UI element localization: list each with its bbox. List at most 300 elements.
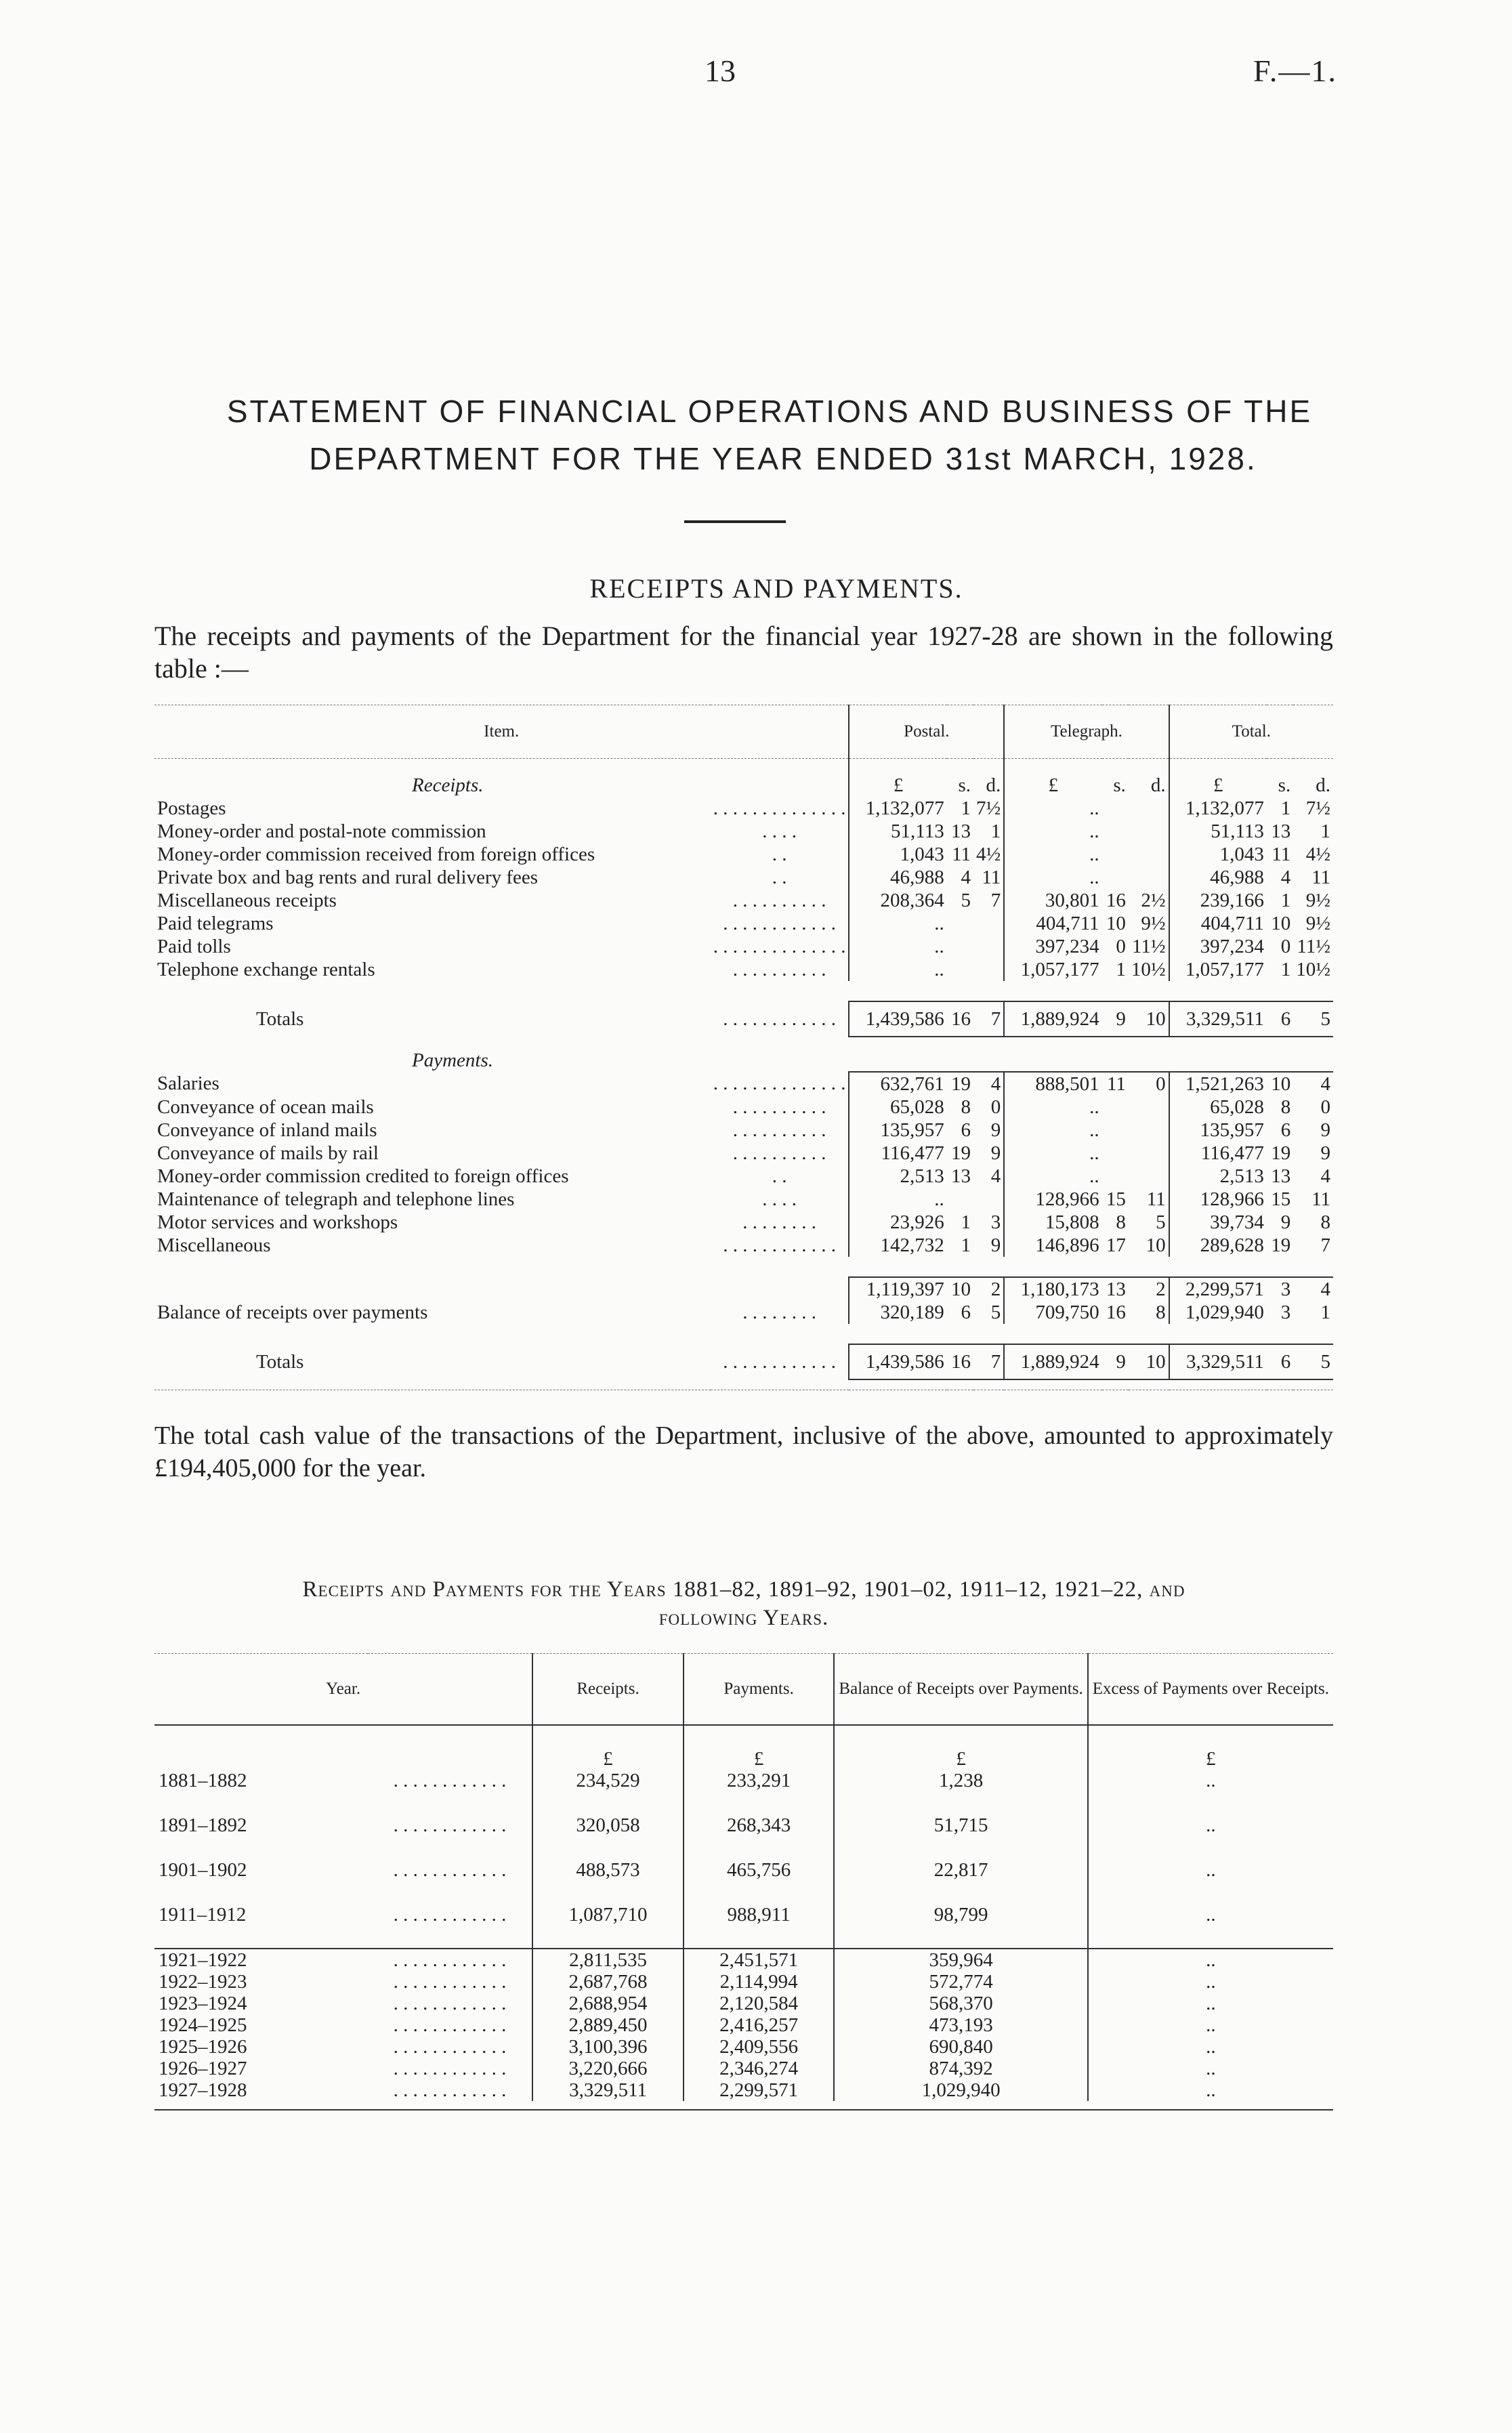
postal-shillings <box>947 912 973 935</box>
balance-value: 98,799 <box>834 1904 1087 1949</box>
excess-value: .. <box>1088 2058 1333 2079</box>
header-payments: Payments. <box>684 1654 835 1726</box>
receipts-value: 2,889,450 <box>532 2014 684 2036</box>
table2-title <box>154 1575 1333 1632</box>
year-row <box>154 1971 1333 1993</box>
telegraph-pounds: .. <box>1004 797 1101 820</box>
payment-row <box>154 1234 1333 1257</box>
total-unit-pound: £ <box>1169 759 1267 797</box>
postal-pounds: 1,439,586 <box>849 1001 946 1037</box>
total-shillings: 6 <box>1280 1119 1291 1141</box>
telegraph-shillings: 9 <box>1102 1344 1129 1379</box>
header-telegraph: Telegraph. <box>1004 705 1169 759</box>
payments-value: 2,451,571 <box>684 1949 835 1971</box>
receipt-row-label <box>154 797 711 820</box>
payment-row-label <box>154 1096 711 1119</box>
total-pounds: 3,329,511 <box>1169 1344 1267 1379</box>
postal-pence: 5 <box>990 1301 1001 1323</box>
row-label: Motor services and workshops <box>157 1211 398 1233</box>
telegraph-pounds: 30,801 <box>1004 889 1101 912</box>
postal-pence: 0 <box>990 1096 1001 1118</box>
postal-pounds: 46,988 <box>849 866 946 889</box>
telegraph-shillings: 10 <box>1106 912 1126 934</box>
receipts-heading: Receipts. <box>412 774 484 796</box>
telegraph-pence <box>1129 1119 1169 1142</box>
payments-value: 2,299,571 <box>684 2079 835 2101</box>
telegraph-shillings: 17 <box>1106 1234 1126 1256</box>
total-unit-pence: d. <box>1316 774 1330 796</box>
total-pence: 4½ <box>1305 843 1330 865</box>
postal-pence: 9 <box>990 1119 1001 1141</box>
total-pounds: 239,166 <box>1169 889 1267 912</box>
telegraph-shillings: 16 <box>1106 1301 1126 1323</box>
postal-pence: 7½ <box>976 797 1001 819</box>
receipt-row-label <box>154 866 711 889</box>
telegraph-pence: 10 <box>1129 1001 1169 1037</box>
payments-subtotal-row <box>154 1277 1333 1301</box>
postal-shillings: 10 <box>947 1277 973 1301</box>
payment-row <box>154 1142 1333 1165</box>
telegraph-pence <box>1129 797 1169 820</box>
payments-value: 233,291 <box>684 1770 835 1814</box>
telegraph-pounds: 128,966 <box>1004 1188 1101 1211</box>
receipt-row-label <box>154 843 711 866</box>
total-pence: 5 <box>1293 1001 1333 1037</box>
total-pence: 1 <box>1320 1301 1330 1323</box>
telegraph-shillings <box>1102 1096 1129 1119</box>
payments-value: 2,416,257 <box>684 2014 835 2036</box>
year-label: 1881–1882 <box>159 1770 247 1791</box>
leader-dots: . . . . . . . . . . . . <box>393 1904 507 1926</box>
year-row <box>154 1814 1333 1859</box>
telegraph-pounds: 404,711 <box>1004 912 1101 935</box>
telegraph-pence <box>1129 1165 1169 1188</box>
total-pounds: 1,029,940 <box>1169 1301 1267 1324</box>
leader-dots: . . . . . . . . . . . . <box>723 1234 836 1256</box>
postal-shillings <box>947 1188 973 1211</box>
leader-dots: . . . . . . . . . . . . <box>723 912 836 934</box>
excess-value: .. <box>1088 1949 1333 1971</box>
leader-dots: . . <box>772 1165 787 1187</box>
total-shillings: 3 <box>1267 1277 1293 1301</box>
row-label: Money-order and postal-note commission <box>157 820 486 842</box>
year-label: 1924–1925 <box>159 2014 247 2036</box>
telegraph-pence: 10½ <box>1131 958 1166 980</box>
balance-value: 51,715 <box>834 1814 1087 1859</box>
postal-shillings: 1 <box>961 797 971 819</box>
postal-shillings: 19 <box>951 1142 971 1164</box>
postal-unit-shilling: s. <box>958 774 971 796</box>
telegraph-pounds: .. <box>1004 1119 1101 1142</box>
leader-dots: . . . . . . . . . . <box>732 889 826 911</box>
header-year: Year. <box>154 1654 532 1726</box>
postal-pence: 7 <box>973 1344 1004 1379</box>
payment-row-label <box>154 1142 711 1165</box>
excess-value: .. <box>1088 2014 1333 2036</box>
postal-pounds: 320,189 <box>849 1301 946 1324</box>
total-pounds: 1,132,077 <box>1169 797 1267 820</box>
telegraph-pence: 2 <box>1129 1277 1169 1301</box>
payments-value: 465,756 <box>684 1859 835 1904</box>
total-pounds: 1,057,177 <box>1169 958 1267 981</box>
receipts-value: 488,573 <box>532 1859 684 1904</box>
excess-value: .. <box>1088 2079 1333 2101</box>
leader-dots: . . . . <box>762 1188 797 1210</box>
postal-pounds: 1,132,077 <box>849 797 946 820</box>
postal-pounds: 23,926 <box>849 1211 946 1234</box>
row-label: Conveyance of ocean mails <box>157 1096 374 1118</box>
cash-value-paragraph: The total cash value of the transactions of the Department, inclusive of the above, amounted to approximately £194,405,000 for the year. <box>154 1421 1333 1482</box>
spacer <box>154 1725 368 1770</box>
telegraph-pounds: 1,057,177 <box>1004 958 1101 981</box>
row-label: Conveyance of inland mails <box>157 1119 377 1141</box>
year-label: 1901–1902 <box>159 1859 247 1881</box>
receipt-row-label <box>154 912 711 935</box>
total-shillings: 19 <box>1271 1142 1291 1164</box>
telegraph-pounds: .. <box>1004 1142 1101 1165</box>
total-pence: 0 <box>1320 1096 1330 1118</box>
leader-dots: . . . . . . . . . . . . . . <box>713 797 846 819</box>
payment-row-label <box>154 1165 711 1188</box>
leader-dots: . . <box>772 866 787 888</box>
payment-row <box>154 1188 1333 1211</box>
postal-pounds: 65,028 <box>849 1096 946 1119</box>
postal-shillings <box>947 935 973 958</box>
total-shillings: 15 <box>1271 1188 1291 1210</box>
telegraph-shillings: 16 <box>1106 889 1126 911</box>
payments-heading-row <box>154 1037 1333 1072</box>
payment-row-label <box>154 1211 711 1234</box>
gap-row <box>154 1324 1333 1344</box>
payments-value: 268,343 <box>684 1814 835 1859</box>
postal-pounds: .. <box>849 1188 946 1211</box>
total-pounds: 46,988 <box>1169 866 1267 889</box>
total-shillings: 6 <box>1267 1001 1293 1037</box>
postal-pence: 7 <box>973 1001 1004 1037</box>
table-bottom-rule <box>154 1379 1333 1390</box>
postal-pence <box>973 1188 1004 1211</box>
receipts-value: 3,100,396 <box>532 2036 684 2058</box>
total-shillings: 1 <box>1280 889 1291 911</box>
total-pence: 9½ <box>1305 912 1330 934</box>
section-heading: RECEIPTS AND PAYMENTS. <box>589 573 963 604</box>
receipt-row-label <box>154 889 711 912</box>
year-label: 1921–1922 <box>154 1949 368 1971</box>
yearly-summary-table <box>154 1653 1333 2110</box>
postal-pence <box>973 958 1004 981</box>
balance-value: 1,029,940 <box>834 2079 1087 2101</box>
total-pence: 7 <box>1320 1234 1330 1256</box>
payment-row-label <box>154 1234 711 1257</box>
total-pounds: 135,957 <box>1169 1119 1267 1142</box>
payment-row <box>154 1211 1333 1234</box>
leader-dots: . . . . . . . . . . . . <box>393 1993 507 2014</box>
year-label: 1927–1928 <box>159 2079 247 2101</box>
header-total: Total. <box>1169 705 1333 759</box>
postal-pounds: 632,761 <box>849 1072 946 1096</box>
telegraph-pence: 10 <box>1146 1234 1166 1256</box>
page-number: 13 <box>705 54 736 88</box>
intro-paragraph: The receipts and payments of the Department for the financial year 1927-28 are shown in the following table :— <box>154 621 1333 684</box>
telegraph-shillings <box>1102 1165 1129 1188</box>
row-label: Maintenance of telegraph and telephone lines <box>157 1188 515 1210</box>
receipt-row-label <box>154 935 711 958</box>
excess-value: .. <box>1088 1971 1333 1993</box>
receipts-value: 2,811,535 <box>532 1949 684 1971</box>
telegraph-unit-pence: d. <box>1150 774 1166 796</box>
total-shillings: 8 <box>1280 1096 1291 1118</box>
leader-dots: . . . . . . . . <box>742 1211 816 1233</box>
leader-dots: . . . . . . . . . . . . <box>393 2058 507 2079</box>
telegraph-pence <box>1129 820 1169 843</box>
telegraph-pounds: 1,889,924 <box>1004 1344 1101 1379</box>
telegraph-pence: 2½ <box>1141 889 1166 911</box>
payment-row <box>154 1165 1333 1188</box>
balance-value: 473,193 <box>834 2014 1087 2036</box>
postal-shillings: 1 <box>961 1234 971 1256</box>
receipt-row-label <box>154 820 711 843</box>
leader-dots: . . <box>772 843 787 865</box>
excess-value: .. <box>1088 1904 1333 1949</box>
total-shillings: 10 <box>1267 1072 1293 1096</box>
postal-pence: 4½ <box>976 843 1001 865</box>
telegraph-shillings: 0 <box>1116 935 1126 957</box>
row-label: Paid telegrams <box>157 912 274 934</box>
total-pounds: 51,113 <box>1169 820 1267 843</box>
postal-pounds: 116,477 <box>849 1142 946 1165</box>
postal-shillings: 6 <box>961 1301 971 1323</box>
postal-shillings: 16 <box>947 1344 973 1379</box>
year-row <box>154 2058 1333 2079</box>
spacer <box>711 1277 849 1301</box>
total-pence: 11½ <box>1297 935 1330 957</box>
postal-shillings <box>947 958 973 981</box>
payment-row <box>154 1072 1333 1096</box>
postal-pence: 9 <box>990 1234 1001 1256</box>
leader-dots: . . . . . . . . . . . . <box>723 1350 836 1373</box>
year-label: 1922–1923 <box>159 1971 247 1993</box>
telegraph-pounds: 888,501 <box>1004 1072 1101 1096</box>
leader-dots: . . . . <box>762 820 797 842</box>
telegraph-pounds: .. <box>1004 1096 1101 1119</box>
total-shillings: 13 <box>1271 1165 1291 1187</box>
year-label: 1891–1892 <box>159 1814 247 1836</box>
total-shillings: 11 <box>1272 843 1291 865</box>
receipt-row <box>154 935 1333 958</box>
header-balance: Balance of Receipts over Payments. <box>834 1654 1087 1726</box>
receipt-row <box>154 820 1333 843</box>
total-pounds: 116,477 <box>1169 1142 1267 1165</box>
payments-value: 2,409,556 <box>684 2036 835 2058</box>
row-label: Salaries <box>157 1073 219 1094</box>
leader-dots: . . . . . . . . . . . . <box>393 2014 507 2036</box>
postal-shillings: 6 <box>961 1119 971 1141</box>
spacer <box>711 759 849 797</box>
total-pounds: 1,043 <box>1169 843 1267 866</box>
currency-row <box>154 1725 1333 1770</box>
payments-value: 2,346,274 <box>684 2058 835 2079</box>
gap-row <box>154 981 1333 1001</box>
excess-value: .. <box>1088 1770 1333 1814</box>
leader-dots: . . . . . . . . . . . . <box>393 1859 507 1881</box>
row-label: Balance of receipts over payments <box>157 1301 428 1323</box>
postal-pounds: 208,364 <box>849 889 946 912</box>
excess-value: .. <box>1088 1814 1333 1859</box>
excess-value: .. <box>1088 1859 1333 1904</box>
total-pence: 4 <box>1293 1072 1333 1096</box>
year-row <box>154 2014 1333 2036</box>
leader-dots: . . . . . . . . . . . . . . <box>713 935 846 957</box>
year-row <box>154 1770 1333 1814</box>
header-receipts: Receipts. <box>532 1654 684 1726</box>
balance-currency: £ <box>834 1725 1087 1770</box>
balance-row <box>154 1301 1333 1324</box>
leader-dots: . . . . . . . . . . . . <box>393 1814 507 1836</box>
receipts-value: 320,058 <box>532 1814 684 1859</box>
postal-pence: 4 <box>973 1072 1004 1096</box>
telegraph-pounds: 146,896 <box>1004 1234 1101 1257</box>
receipts-heading-row <box>154 759 1333 797</box>
leader-dots: . . . . . . . . . . . . <box>393 2036 507 2058</box>
spacer <box>368 1725 533 1770</box>
year-row <box>154 1949 1333 1971</box>
telegraph-pence: 9½ <box>1141 912 1166 934</box>
postal-unit-pound: £ <box>849 759 946 797</box>
total-shillings: 4 <box>1280 866 1291 888</box>
total-shillings: 1 <box>1280 797 1291 819</box>
balance-value: 572,774 <box>834 1971 1087 1993</box>
total-pounds: 2,299,571 <box>1169 1277 1267 1301</box>
postal-pounds: 142,732 <box>849 1234 946 1257</box>
year-label: 1911–1912 <box>159 1904 247 1926</box>
postal-shillings: 13 <box>951 1165 971 1187</box>
telegraph-pence: 0 <box>1129 1072 1169 1096</box>
year-label: 1926–1927 <box>159 2058 247 2079</box>
table2-bottom-rule <box>154 2101 1333 2110</box>
payment-row <box>154 1119 1333 1142</box>
payments-value: 2,120,584 <box>684 1993 835 2014</box>
postal-shillings: 19 <box>947 1072 973 1096</box>
row-label: Money-order commission received from foreign offices <box>157 843 595 865</box>
spacer <box>711 1037 1333 1072</box>
year-row <box>154 1904 1333 1949</box>
leader-dots: . . . . . . . . . . . . <box>393 2079 507 2101</box>
total-pounds: 39,734 <box>1169 1211 1267 1234</box>
telegraph-shillings <box>1102 820 1129 843</box>
telegraph-pounds: 15,808 <box>1004 1211 1101 1234</box>
telegraph-pounds: .. <box>1004 866 1101 889</box>
header-postal: Postal. <box>849 705 1004 759</box>
receipts-value: 3,329,511 <box>532 2079 684 2101</box>
leader-dots: . . . . . . . . . . <box>732 1096 826 1118</box>
payments-heading: Payments. <box>412 1049 493 1071</box>
telegraph-pounds: 709,750 <box>1004 1301 1101 1324</box>
total-pounds: 289,628 <box>1169 1234 1267 1257</box>
receipt-row <box>154 912 1333 935</box>
payments-value: 988,911 <box>684 1904 835 1949</box>
postal-shillings: 13 <box>951 820 971 842</box>
receipt-row <box>154 958 1333 981</box>
receipts-totals-row <box>154 1001 1333 1037</box>
spacer <box>154 1277 711 1301</box>
telegraph-shillings: 8 <box>1116 1211 1126 1233</box>
postal-pence: 9 <box>990 1142 1001 1164</box>
row-label: Telephone exchange rentals <box>157 958 375 980</box>
telegraph-unit-pound: £ <box>1004 759 1101 797</box>
telegraph-shillings <box>1102 866 1129 889</box>
telegraph-shillings: 15 <box>1106 1188 1126 1210</box>
postal-pence: 11 <box>982 866 1001 888</box>
postal-pence: 7 <box>990 889 1001 911</box>
balance-value: 568,370 <box>834 1993 1087 2014</box>
total-pence: 8 <box>1320 1211 1330 1233</box>
excess-value: .. <box>1088 2036 1333 2058</box>
telegraph-shillings <box>1102 1142 1129 1165</box>
receipts-value: 2,687,768 <box>532 1971 684 1993</box>
year-row <box>154 2079 1333 2101</box>
postal-pounds: 2,513 <box>849 1165 946 1188</box>
total-pence: 11 <box>1311 1188 1330 1210</box>
postal-pounds: .. <box>849 958 946 981</box>
total-pence: 4 <box>1320 1165 1330 1187</box>
postal-pence: 1 <box>990 820 1001 842</box>
total-pence: 1 <box>1320 820 1330 842</box>
payments-currency: £ <box>684 1725 835 1770</box>
header-item: Item. <box>154 705 849 759</box>
leader-dots: . . . . . . . . . . <box>732 1119 826 1141</box>
receipts-payments-table <box>154 705 1333 1390</box>
total-pounds: 128,966 <box>1169 1188 1267 1211</box>
postal-shillings: 11 <box>952 843 971 865</box>
receipts-value: 234,529 <box>532 1770 684 1814</box>
total-pence: 9 <box>1320 1119 1330 1141</box>
title-line-1: STATEMENT OF FINANCIAL OPERATIONS AND BUSINESS OF THE <box>226 394 1313 429</box>
payment-row-label <box>154 1072 711 1096</box>
postal-pence <box>973 935 1004 958</box>
telegraph-pence: 5 <box>1156 1211 1166 1233</box>
row-label: Conveyance of mails by rail <box>157 1142 379 1164</box>
telegraph-shillings: 1 <box>1116 958 1126 980</box>
payments-value: 2,114,994 <box>684 1971 835 1993</box>
total-shillings: 3 <box>1280 1301 1291 1323</box>
total-pence: 7½ <box>1305 797 1330 819</box>
receipt-row-label <box>154 958 711 981</box>
leader-dots: . . . . . . . . . . <box>732 958 826 980</box>
leader-dots: . . . . . . . . . . . . <box>393 1971 507 1993</box>
postal-shillings: 8 <box>961 1096 971 1118</box>
telegraph-shillings <box>1102 1119 1129 1142</box>
total-shillings: 19 <box>1271 1234 1291 1256</box>
row-label: Miscellaneous receipts <box>157 889 337 911</box>
row-label: Money-order commission credited to foreign offices <box>157 1165 569 1187</box>
balance-value: 22,817 <box>834 1859 1087 1904</box>
postal-pounds: 1,439,586 <box>849 1344 946 1379</box>
telegraph-pounds: 1,180,173 <box>1004 1277 1101 1301</box>
payment-row-label <box>154 1119 711 1142</box>
row-label: Totals <box>256 1007 304 1030</box>
total-pence: 5 <box>1293 1344 1333 1379</box>
telegraph-pence <box>1129 843 1169 866</box>
receipt-row <box>154 843 1333 866</box>
document-code: F.—1. <box>1253 54 1337 88</box>
telegraph-unit-shilling: s. <box>1113 774 1126 796</box>
table2-title-line-2: following Years. <box>658 1606 829 1630</box>
payments-totals-row <box>154 1344 1333 1379</box>
row-label: Totals <box>256 1350 304 1373</box>
total-pence: 4 <box>1293 1277 1333 1301</box>
telegraph-pence: 10 <box>1129 1344 1169 1379</box>
balance-value: 359,964 <box>834 1949 1087 1971</box>
